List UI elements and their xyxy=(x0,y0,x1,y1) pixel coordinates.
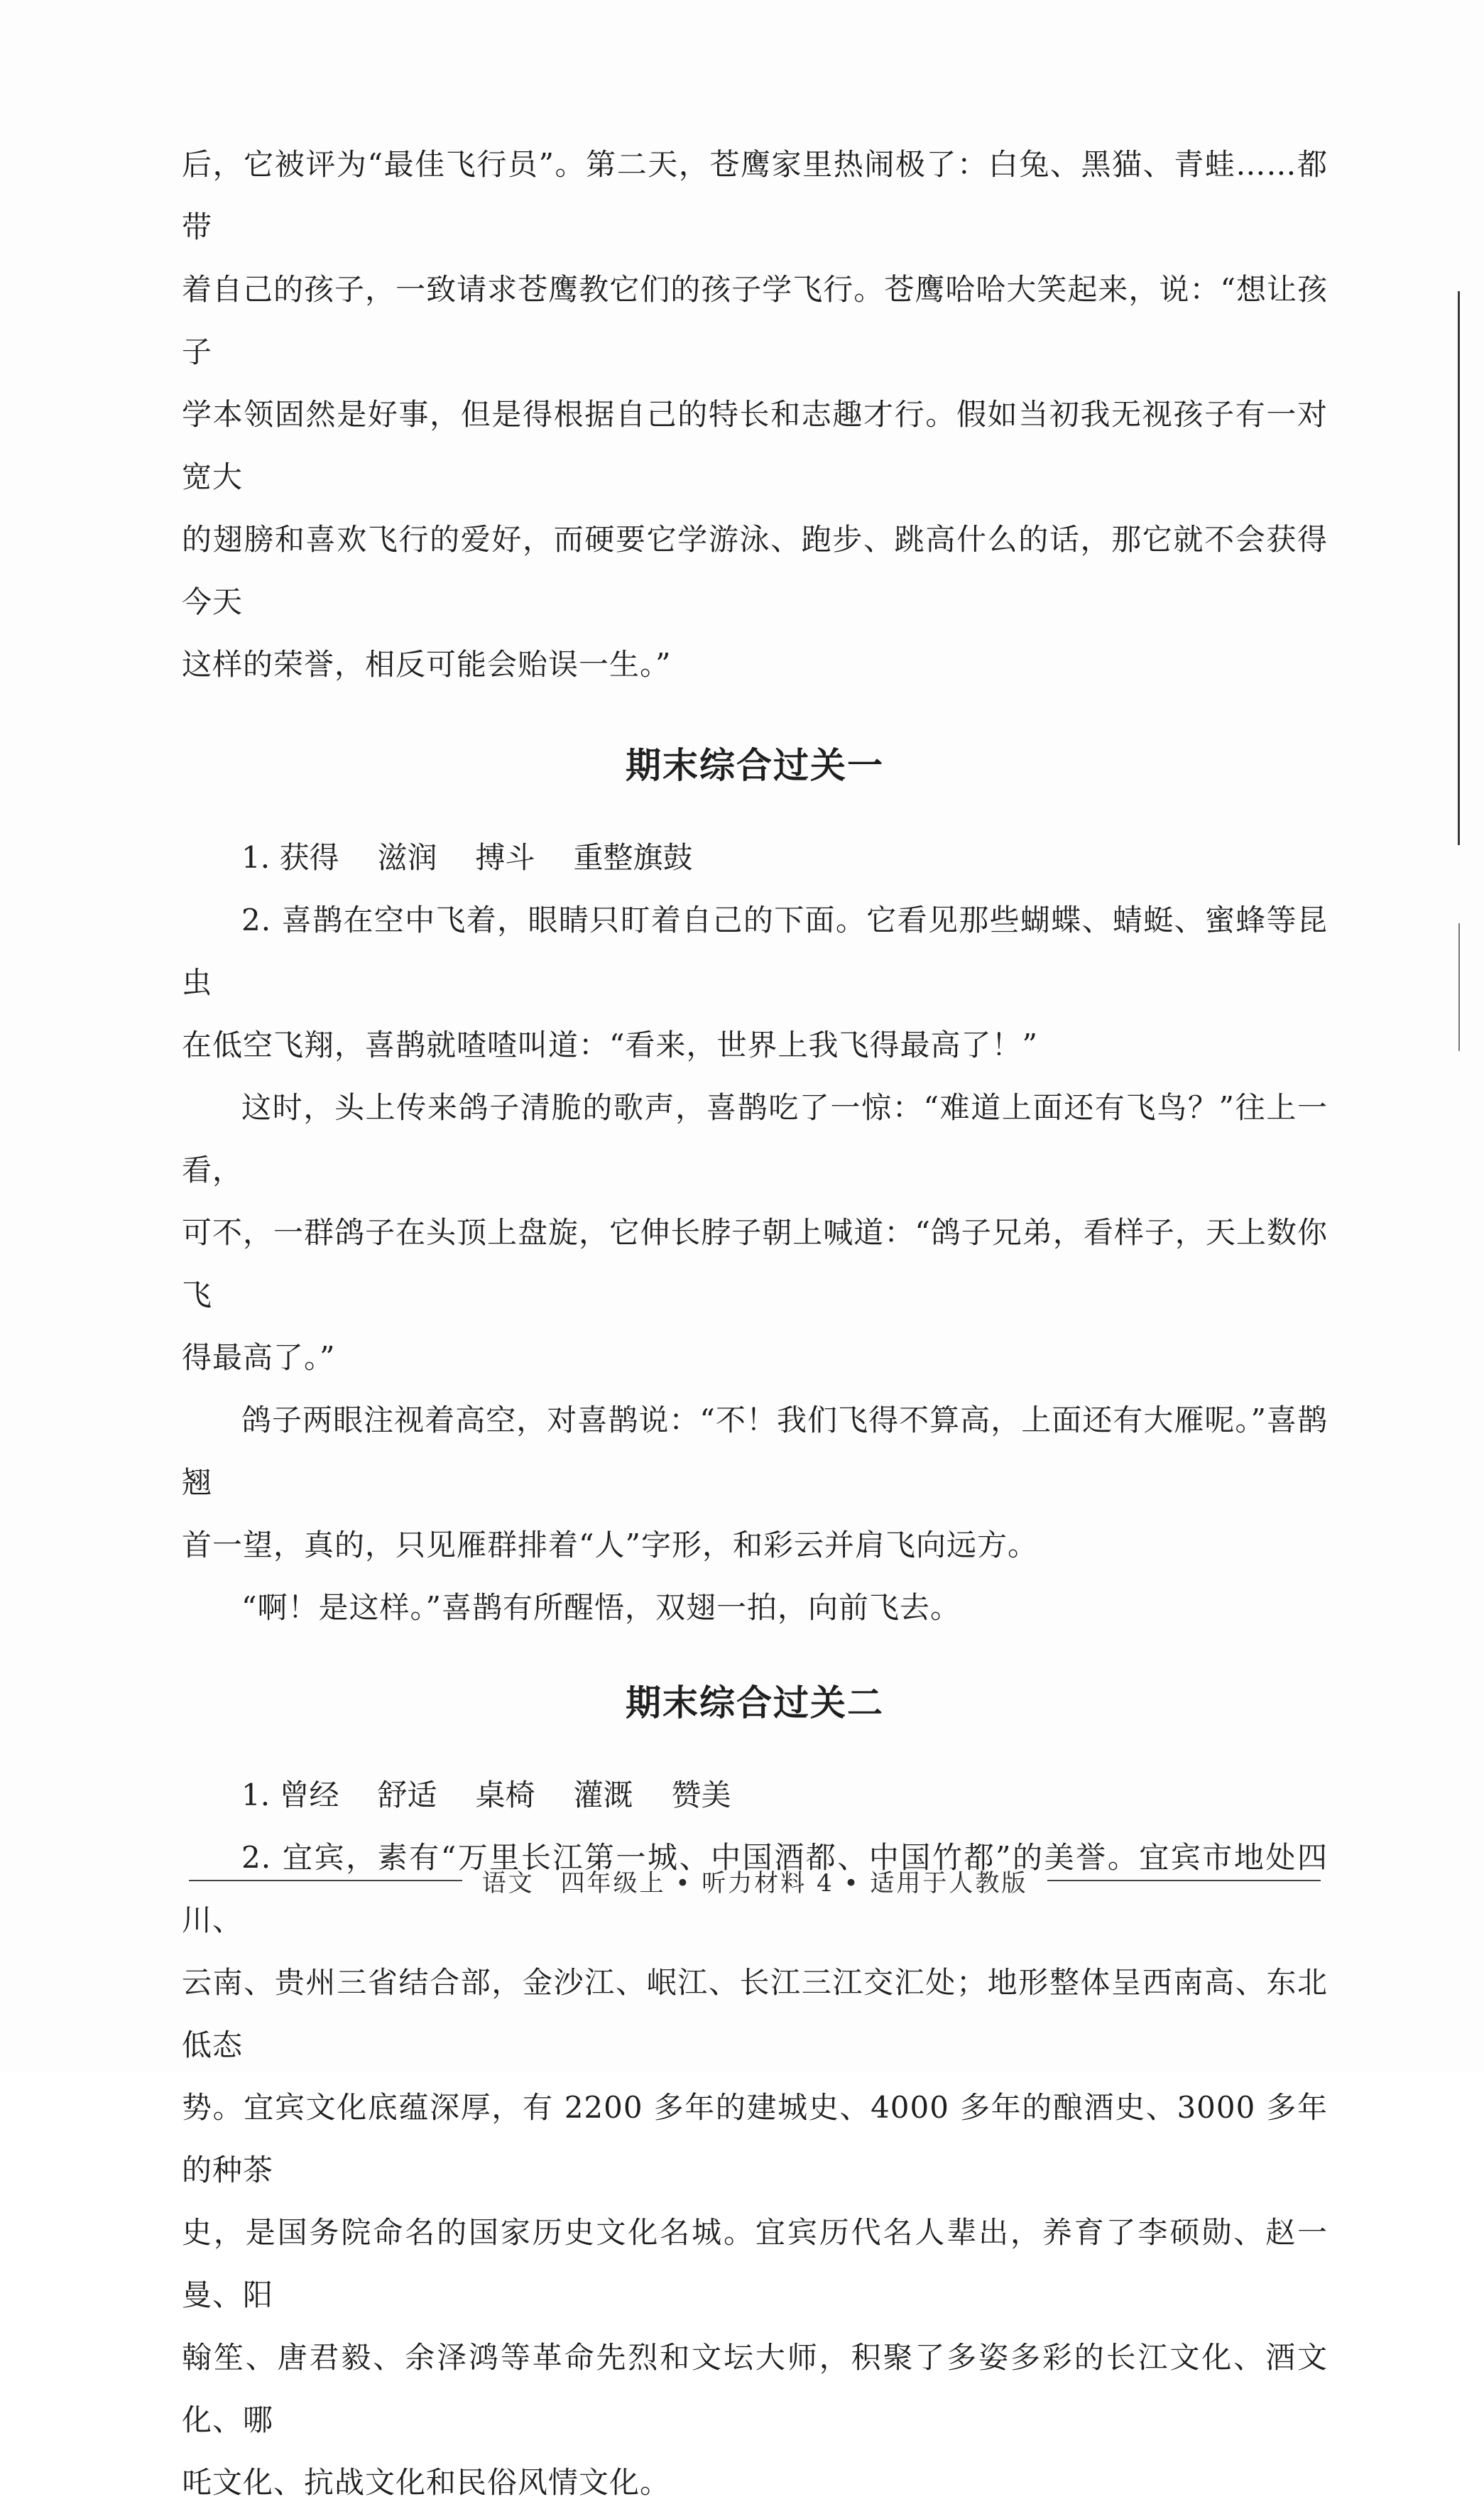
section1-paragraph4 xyxy=(182,1389,1328,1577)
paragraph-line: 史，是国务院命名的国家历史文化名城。宜宾历代名人辈出，养育了李硕勋、赵一曼、阳 xyxy=(182,2215,1328,2312)
paragraph-line: 势。宜宾文化底蕴深厚，有 2200 多年的建城史、4000 多年的酿酒史、3000 多年的种茶 xyxy=(182,2090,1328,2187)
paragraph-line: 吒文化、抗战文化和民俗风情文化。 xyxy=(182,2465,671,2500)
intro-line: 后，它被评为“最佳飞行员”。第二天，苍鹰家里热闹极了：白兔、黑猫、青蛙……都带 xyxy=(182,147,1328,244)
paragraph-line: 可不，一群鸽子在头顶上盘旋，它伸长脖子朝上喊道：“鸽子兄弟，看样子，天上数你飞 xyxy=(182,1215,1328,1312)
paragraph-line: “啊！是这样。”喜鹊有所醒悟，双翅一拍，向前飞去。 xyxy=(241,1590,961,1625)
paragraph-line: 鸽子两眼注视着高空，对喜鹊说：“不！我们飞得不算高，上面还有大雁呢。”喜鹊翘 xyxy=(182,1403,1328,1500)
vocab-word: 桌椅 xyxy=(475,1778,535,1812)
section1-paragraph3 xyxy=(182,1077,1328,1389)
vocab-word: 重整旗鼓 xyxy=(573,840,693,875)
section2-title: 期末综合过关二 xyxy=(626,1682,884,1724)
vocab-word: 灌溉 xyxy=(573,1778,633,1812)
vocab-word: 滋润 xyxy=(377,840,437,875)
paragraph-line: 首一望，真的，只见雁群排着“人”字形，和彩云并肩飞向远方。 xyxy=(182,1528,1038,1562)
page-footer xyxy=(189,1859,1321,1902)
item-number: 1. xyxy=(241,1778,271,1812)
paragraph-line: 云南、贵州三省结合部，金沙江、岷江、长江三江交汇处；地形整体呈西南高、东北低态 xyxy=(182,1965,1328,2062)
paragraph-line: 得最高了。” xyxy=(182,1340,336,1375)
section1-title: 期末综合过关一 xyxy=(626,744,884,786)
section1-item2 xyxy=(182,889,1328,1077)
vocab-word: 赞美 xyxy=(671,1778,731,1812)
intro-line: 的翅膀和喜欢飞行的爱好，而硬要它学游泳、跑步、跳高什么的话，那它就不会获得今天 xyxy=(182,522,1328,619)
intro-paragraph xyxy=(182,134,1328,696)
intro-line: 学本领固然是好事，但是得根据自己的特长和志趣才行。假如当初我无视孩子有一对宽大 xyxy=(182,397,1328,494)
footer-rule-right xyxy=(1047,1880,1321,1881)
intro-line: 着自己的孩子，一致请求苍鹰教它们的孩子学飞行。苍鹰哈哈大笑起来，说：“想让孩子 xyxy=(182,272,1328,369)
paragraph-line: 这时，头上传来鸽子清脆的歌声，喜鹊吃了一惊：“难道上面还有飞鸟？”往上一看， xyxy=(182,1090,1328,1187)
section1-item1 xyxy=(182,827,1328,889)
section2-item2 xyxy=(182,1827,1328,2514)
section2-item1 xyxy=(182,1764,1328,1827)
vocab-word: 曾经 xyxy=(279,1778,339,1812)
paragraph-line: 翰笙、唐君毅、余泽鸿等革命先烈和文坛大师，积聚了多姿多彩的长江文化、酒文化、哪 xyxy=(182,2340,1328,2437)
page-content xyxy=(182,134,1328,2514)
section1-paragraph5 xyxy=(182,1577,1328,1639)
vocab-word: 舒适 xyxy=(377,1778,437,1812)
paragraph-line: 2. 宜宾，素有“万里长江第一城、中国酒都、中国竹都”的美誉。宜宾市地处四川、 xyxy=(182,1840,1328,1937)
vocab-word: 获得 xyxy=(279,840,339,875)
scan-edge-line xyxy=(1458,291,1460,845)
paragraph-line: 2. 喜鹊在空中飞着，眼睛只盯着自己的下面。它看见那些蝴蝶、蜻蜓、蜜蜂等昆虫 xyxy=(182,903,1328,1000)
scan-edge-line xyxy=(1458,923,1460,1051)
item-number: 1. xyxy=(241,840,271,875)
vocab-word: 搏斗 xyxy=(475,840,535,875)
intro-line: 这样的荣誉，相反可能会贻误一生。” xyxy=(182,647,672,682)
footer-rule-left xyxy=(189,1880,462,1881)
footer-text: 语文 四年级上 • 听力材料 4 • 适用于人教版 xyxy=(481,1868,1028,1898)
paragraph-line: 在低空飞翔，喜鹊就喳喳叫道：“看来，世界上我飞得最高了！” xyxy=(182,1028,1038,1062)
